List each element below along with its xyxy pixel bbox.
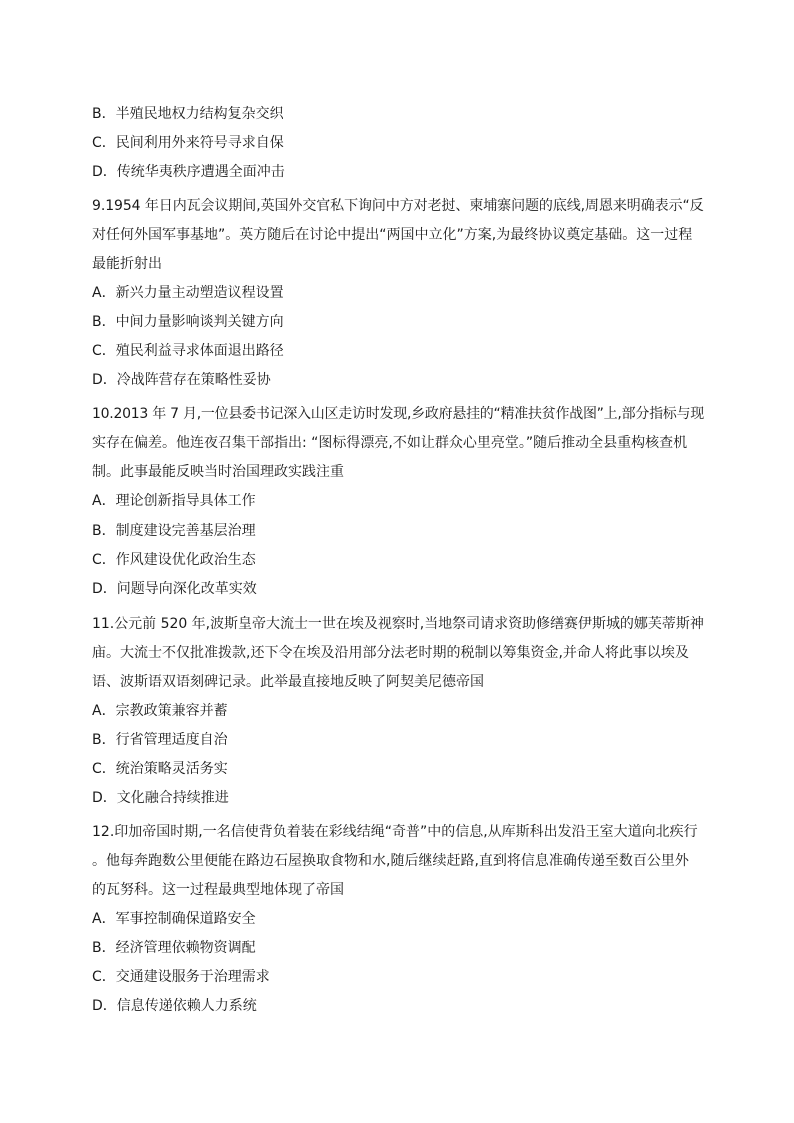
- q11-option-d: D．文化融合持续推进: [92, 790, 229, 806]
- q10-option-b: B．制度建设完善基层治理: [92, 523, 256, 539]
- q9-option-c: C．殖民利益寻求体面退出路径: [92, 343, 284, 359]
- q12-option-d: D．信息传递依赖人力系统: [92, 998, 257, 1014]
- q10-option-c: C．作风建设优化政治生态: [92, 552, 256, 568]
- q8-option-b: B．半殖民地权力结构复杂交织: [92, 106, 284, 122]
- q8-option-d: D．传统华夷秩序遭遇全面冲击: [92, 164, 285, 180]
- q10-option-a: A．理论创新指导具体工作: [92, 493, 256, 509]
- q10-stem-line-3: 制。此事最能反映当时治国理政实践注重: [92, 464, 344, 480]
- q11-option-c: C．统治策略灵活务实: [92, 761, 228, 777]
- q9-option-d: D．冷战阵营存在策略性妥协: [92, 372, 271, 388]
- q10-stem-line-2: 实存在偏差。他连夜召集干部指出: “图标得漂亮,不如让群众心里亮堂。”随后推动全县重构核查机: [92, 435, 688, 451]
- q9-stem-line-2: 对任何外国军事基地”。英方随后在讨论中提出“两国中立化”方案,为最终协议奠定基础。这一过程: [92, 227, 693, 243]
- q12-stem-line-1: 12.印加帝国时期,一名信使背负着装在彩线结绳“奇普”中的信息,从库斯科出发沿王室大道向北疾行: [92, 824, 698, 840]
- q9-option-b: B．中间力量影响谈判关键方向: [92, 314, 284, 330]
- q11-option-a: A．宗教政策兼容并蓄: [92, 703, 228, 719]
- q12-option-a: A．军事控制确保道路安全: [92, 911, 256, 927]
- q11-stem-line-2: 庙。大流士不仅批准拨款,还下令在埃及沿用部分法老时期的税制以筹集资金,并命人将此事以埃及: [92, 645, 689, 661]
- q11-option-b: B．行省管理适度自治: [92, 732, 228, 748]
- q12-stem-line-3: 的瓦努科。这一过程最典型地体现了帝国: [92, 882, 344, 898]
- q9-option-a: A．新兴力量主动塑造议程设置: [92, 285, 284, 301]
- q12-stem-line-2: 。他每奔跑数公里便能在路边石屋换取食物和水,随后继续赶路,直到将信息准确传递至数百公里外: [92, 853, 689, 869]
- q9-stem-line-1: 9.1954 年日内瓦会议期间,英国外交官私下询问中方对老挝、柬埔寨问题的底线,周恩来明确表示“反: [92, 198, 704, 214]
- q9-stem-line-3: 最能折射出: [92, 256, 162, 272]
- q10-option-d: D．问题导向深化改革实效: [92, 581, 257, 597]
- q12-option-c: C．交通建设服务于治理需求: [92, 969, 270, 985]
- q8-option-c: C．民间利用外来符号寻求自保: [92, 135, 284, 151]
- q11-stem-line-3: 语、波斯语双语刻碑记录。此举最直接地反映了阿契美尼德帝国: [92, 674, 484, 690]
- q11-stem-line-1: 11.公元前 520 年,波斯皇帝大流士一世在埃及视察时,当地祭司请求资助修缮赛伊斯城的娜芙蒂斯神: [92, 616, 704, 632]
- q12-option-b: B．经济管理依赖物资调配: [92, 940, 256, 956]
- q10-stem-line-1: 10.2013 年 7 月,一位县委书记深入山区走访时发现,乡政府悬挂的“精准扶贫作战图”上,部分指标与现: [92, 406, 705, 422]
